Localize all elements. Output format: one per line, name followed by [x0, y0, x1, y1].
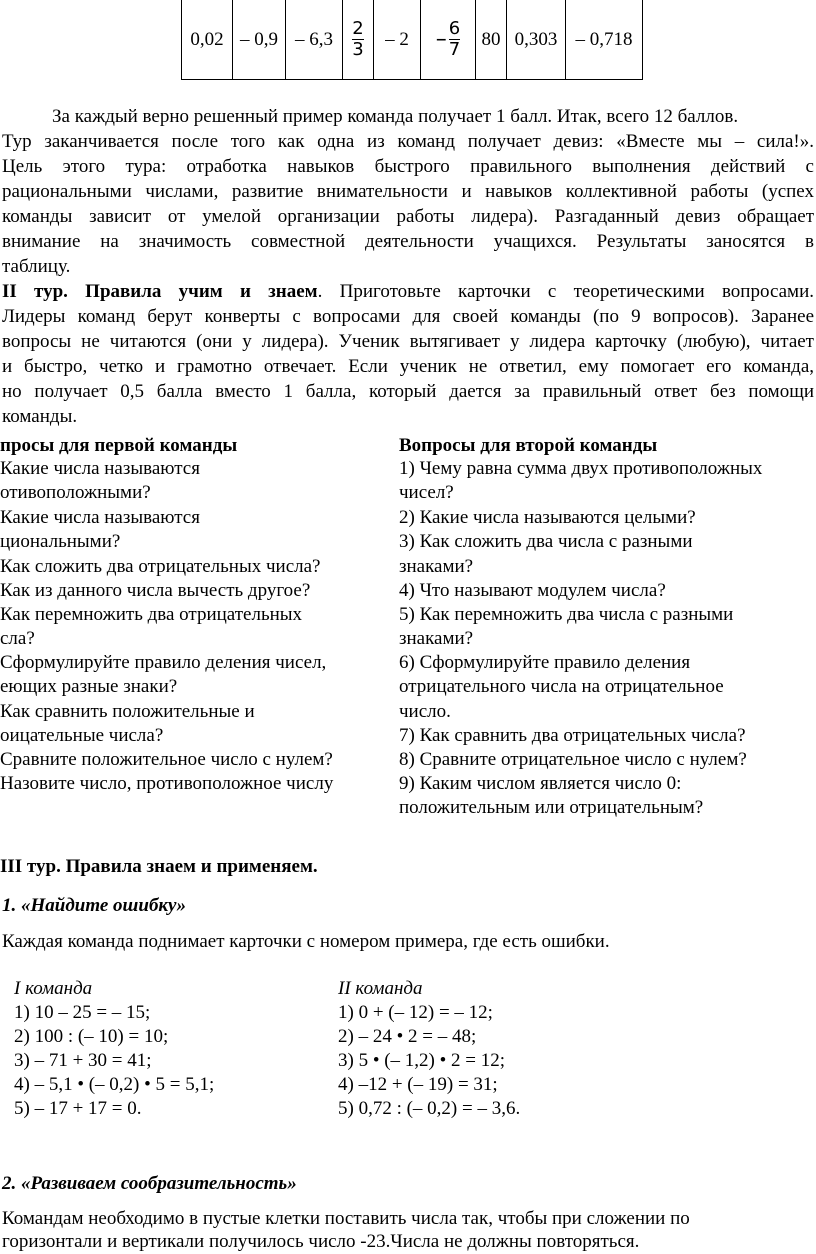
- team1-example: 1) 10 – 25 = – 15;: [14, 1002, 151, 1023]
- team2-example: 2) – 24 • 2 = – 48;: [338, 1026, 477, 1047]
- team1-example: 5) – 17 + 17 = 0.: [14, 1098, 142, 1119]
- question-line: 8) Сравните отрицательное число с нулем?: [399, 749, 747, 770]
- question-line: Как перемножить два отрицательных: [0, 604, 303, 625]
- task2-line: Командам необходимо в пустые клетки поставить числа так, чтобы при сложении по: [2, 1208, 690, 1229]
- task1-title: 1. «Найдите ошибку»: [2, 895, 186, 916]
- question-line: Сформулируйте правило деления чисел,: [0, 652, 327, 673]
- question-line: циональными?: [0, 531, 121, 552]
- question-line: Какие числа называются: [0, 507, 200, 528]
- fraction: $\frac{2}{3}$: [352, 18, 364, 60]
- question-line: 1) Чему равна сумма двух противоположных: [399, 458, 763, 479]
- team1-example: 3) – 71 + 30 = 41;: [14, 1050, 152, 1071]
- intro-line: внимание на значимость совместной деятельности учащихся. Результаты заносятся в: [2, 231, 814, 252]
- team1-example: 2) 100 : (– 10) = 10;: [14, 1026, 169, 1047]
- fraction: $\frac{6}{7}$: [448, 18, 461, 60]
- question-line: Какие числа называются: [0, 458, 200, 479]
- tour2-first-line: II тур. Правила учим и знаем. Приготовьте карточки с теоретическими вопросами.: [2, 281, 814, 302]
- team2-example: 3) 5 • (– 1,2) • 2 = 12;: [338, 1050, 506, 1071]
- tour2-line: команды.: [2, 406, 78, 427]
- question-line: 7) Как сравнить два отрицательных числа?: [399, 725, 746, 746]
- team1-example: 4) – 5,1 • (– 0,2) • 5 = 5,1;: [14, 1074, 215, 1095]
- team2-example: 4) –12 + (– 19) = 31;: [338, 1074, 498, 1095]
- fraction-cell: – $\frac{6}{7}$: [421, 0, 476, 80]
- question-line: положительным или отрицательным?: [399, 797, 704, 818]
- intro-line: Тур заканчивается после того как одна из команд получает девиз: «Вместе мы – сила!».: [2, 131, 814, 152]
- question-line: 9) Каким числом является число 0:: [399, 773, 682, 794]
- question-line: Как сложить два отрицательных числа?: [0, 556, 321, 577]
- questions-team1-title: просы для первой команды: [0, 435, 238, 456]
- intro-line: рациональными числами, развитие внимательности и навыков коллективной работы (успех: [2, 181, 814, 202]
- question-line: 4) Что называют модулем числа?: [399, 580, 666, 601]
- tour2-line: Лидеры команд берут конверты с вопросами для своей команды (по 9 вопросов). Заранее: [2, 306, 814, 327]
- team2-title: II команда: [338, 978, 423, 999]
- tour2-line: но получает 0,5 балла вместо 1 балла, который дается за правильный ответ без помощи: [2, 381, 814, 402]
- question-line: знаками?: [399, 628, 474, 649]
- intro-line: таблицу.: [2, 256, 71, 277]
- question-line: Как из данного числа вычесть другое?: [0, 580, 311, 601]
- number-cell: 0,303: [507, 0, 566, 80]
- task1-text: Каждая команда поднимает карточки с номером примера, где есть ошибки.: [2, 931, 610, 952]
- question-line: Назовите число, противоположное числу: [0, 773, 334, 794]
- team2-example: 5) 0,72 : (– 0,2) = – 3,6.: [338, 1098, 521, 1119]
- team1-title: I команда: [14, 978, 93, 999]
- task2-line: горизонтали и вертикали получилось число -23.Числа не должны повторяться.: [2, 1231, 640, 1252]
- tour2-line: и быстро, четко и грамотно отвечает. Если ученик не ответил, ему помогает его команда,: [2, 356, 814, 377]
- question-line: Сравните положительное число с нулем?: [0, 749, 333, 770]
- question-line: отивоположными?: [0, 482, 151, 503]
- number-cell: – 2: [374, 0, 421, 80]
- intro-line: За каждый верно решенный пример команда получает 1 балл. Итак, всего 12 баллов.: [52, 106, 739, 127]
- tour3-heading: III тур. Правила знаем и применяем.: [0, 856, 318, 877]
- team2-example: 1) 0 + (– 12) = – 12;: [338, 1002, 493, 1023]
- question-line: Как сравнить положительные и: [0, 701, 255, 722]
- question-line: оицательные числа?: [0, 725, 164, 746]
- intro-line: Цель этого тура: отработка навыков быстрого правильного выполнения действий с: [2, 156, 814, 177]
- tour2-line: вопросы не читаются (они у лидера). Ученик вытягивает у лидера карточку (любую), читает: [2, 331, 814, 352]
- question-line: число.: [399, 701, 451, 722]
- intro-line: команды зависит от умелой организации работы лидера). Разгаданный девиз обращает: [2, 206, 814, 227]
- numbers-table: [181, 0, 643, 80]
- number-cell: – 6,3: [286, 0, 343, 80]
- tour2-heading: II тур. Правила учим и знаем: [2, 281, 318, 302]
- number-cell: – 0,718: [566, 0, 643, 80]
- question-line: отрицательного числа на отрицательное: [399, 676, 724, 697]
- question-line: чисел?: [399, 482, 454, 503]
- question-line: знаками?: [399, 556, 474, 577]
- question-line: 3) Как сложить два числа с разными: [399, 531, 693, 552]
- number-cell: 80: [476, 0, 507, 80]
- fraction-cell: [343, 0, 374, 80]
- question-line: сла?: [0, 628, 35, 649]
- question-line: 5) Как перемножить два числа с разными: [399, 604, 734, 625]
- number-cell: – 0,9: [233, 0, 286, 80]
- question-line: 6) Сформулируйте правило деления: [399, 652, 691, 673]
- question-line: 2) Какие числа называются целыми?: [399, 507, 696, 528]
- number-cell: 0,02: [182, 0, 233, 80]
- question-line: еющих разные знаки?: [0, 676, 178, 697]
- task2-title: 2. «Развиваем сообразительность»: [2, 1173, 297, 1194]
- questions-team2-title: Вопросы для второй команды: [399, 435, 658, 456]
